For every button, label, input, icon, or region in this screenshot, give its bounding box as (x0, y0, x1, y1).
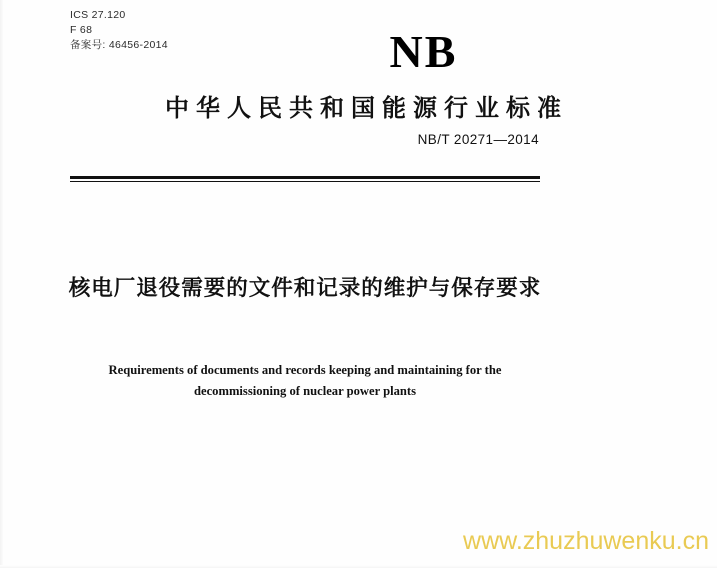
ics-code: ICS 27.120 (70, 9, 126, 21)
document-title-en-line2: decommissioning of nuclear power plants (193, 384, 417, 398)
divider-thin (70, 181, 540, 182)
document-title-en-line1: Requirements of documents and records keeping and maintaining for the (108, 363, 502, 377)
page-left-edge-shading (0, 0, 4, 568)
standard-number: NB/T 20271—2014 (417, 132, 539, 147)
document-title-cn: 核电厂退役需要的文件和记录的维护与保存要求 (68, 276, 542, 301)
record-number: 备案号: 46456-2014 (70, 39, 168, 51)
nb-logo: NB (389, 26, 458, 77)
divider-thick (70, 176, 540, 179)
site-watermark: www.zhuzhuwenku.cn (463, 527, 709, 555)
standard-series-title: 中华人民共和国能源行业标准 (165, 94, 568, 122)
document-title-en (60, 360, 550, 402)
category-code: F 68 (70, 24, 93, 36)
